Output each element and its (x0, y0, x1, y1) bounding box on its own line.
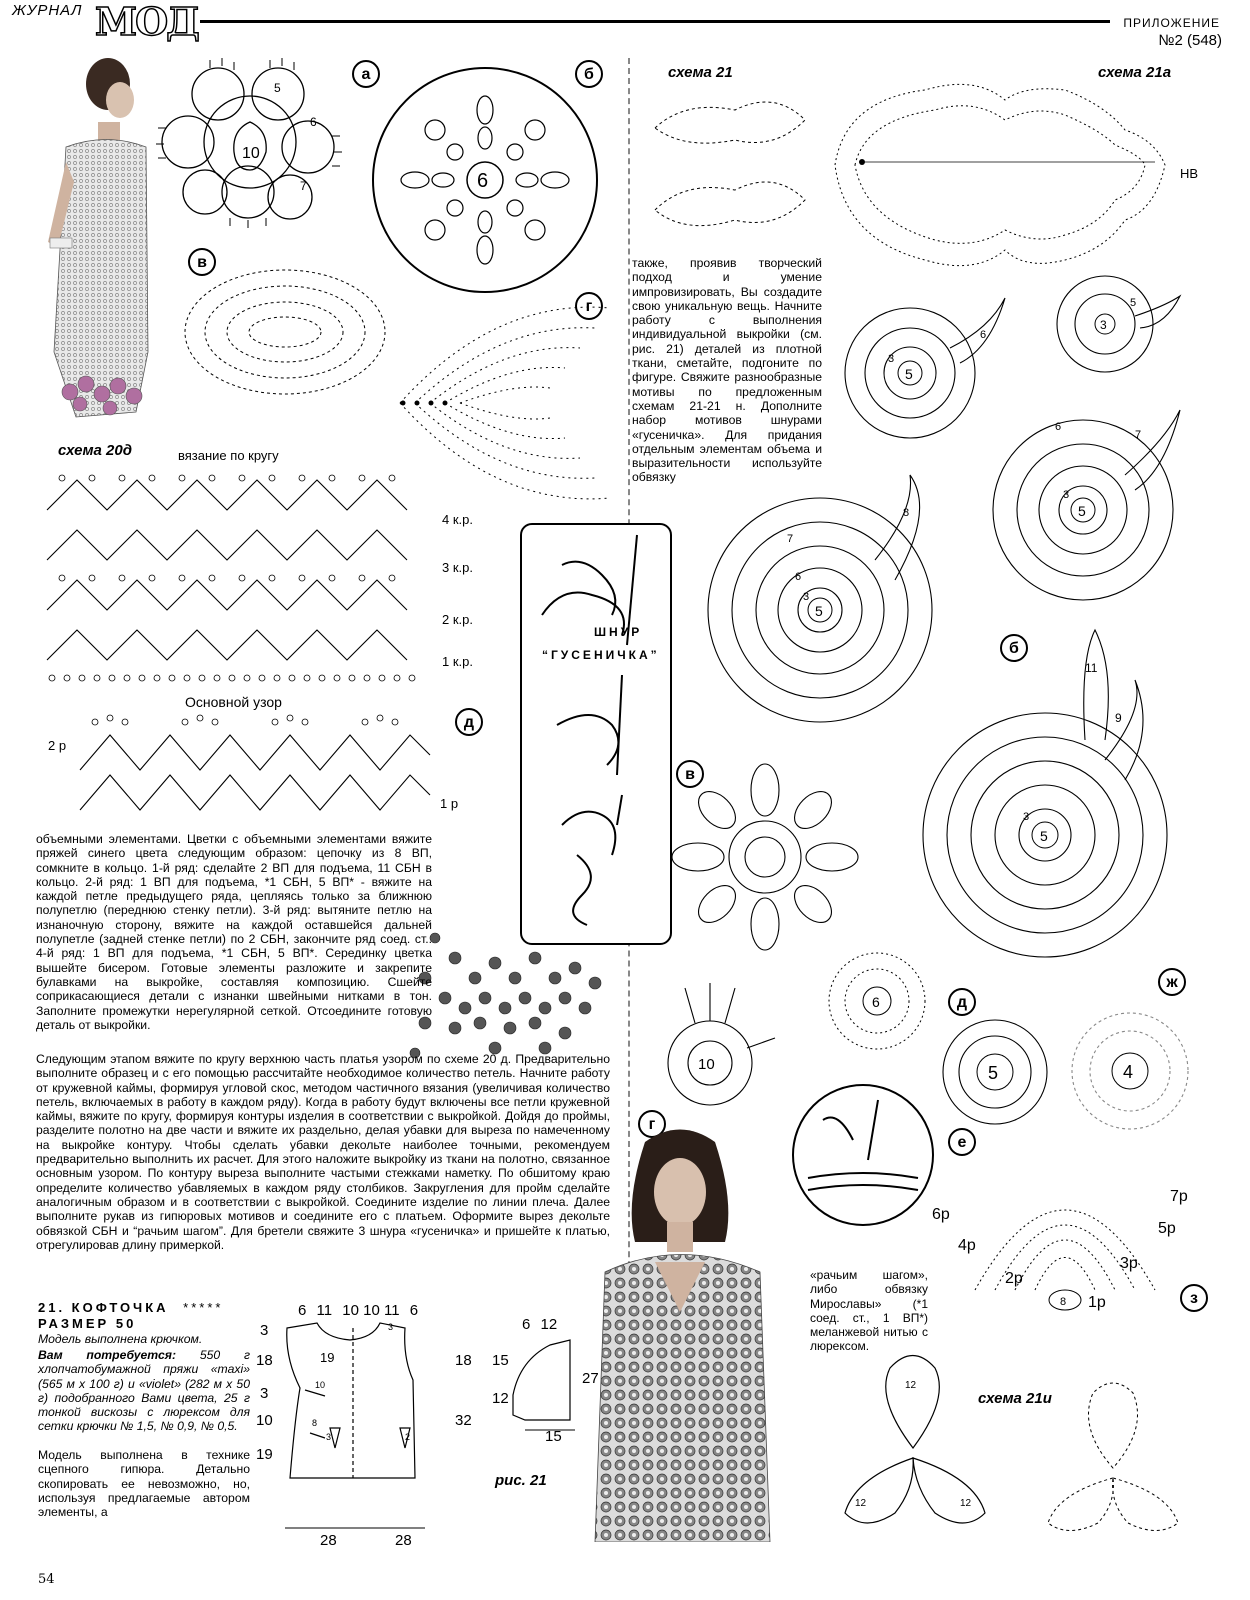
row-label-4: 4 к.р. (442, 512, 473, 527)
sleeve-dim-left-12: 12 (492, 1390, 509, 1407)
sleeve-dim-top-12: 12 (540, 1316, 558, 1333)
scheme-21a-title: схема 21а (1098, 64, 1172, 81)
main-pattern-title: Основной узор (185, 694, 282, 710)
cord-title-line1: ШНУР (594, 625, 643, 639)
motif-a-ring7: 7 (300, 179, 307, 193)
cord-illustration (522, 525, 666, 939)
model-crochet-note: Модель выполнена крючком. (38, 1332, 203, 1346)
model-description: Модель выполнена в технике сцепного гипюра. Детально скопировать ее невозможно, но, используя предлагаемые автором элементы, а (38, 1448, 250, 1520)
supplement-label: ПРИЛОЖЕНИЕ (1123, 16, 1220, 30)
fan-row-1: 1р (1088, 1294, 1106, 1311)
cord-title-line2: “ГУСЕНИЧКА” (542, 648, 660, 662)
big-flower-center-number: 5 (815, 603, 823, 619)
mid-flower-6: 6 (1055, 421, 1062, 433)
dim-left-3b: 3 (260, 1385, 269, 1402)
tiny-flower-center-number: 3 (1100, 318, 1107, 332)
main-pattern-diagram (75, 710, 440, 820)
motif-d-center-number: 5 (988, 1063, 999, 1083)
big-flower-3: 3 (803, 591, 810, 603)
dim-inner-8: 8 (312, 1418, 318, 1428)
dim-left-18: 18 (256, 1352, 273, 1369)
motif-a-center-number: 10 (242, 145, 260, 162)
fan-row-2: 2р (1005, 1270, 1023, 1287)
motif-zh-flower (1065, 1008, 1195, 1138)
in-round-label: вязание по кругу (178, 448, 279, 463)
pattern-dim-top (298, 1302, 418, 1319)
dim-top-4: 10 (363, 1302, 380, 1319)
motif-a-ring6: 6 (310, 115, 317, 129)
flower-motif-mid (985, 400, 1190, 610)
main-text-part1: объемными элементами. Цветки с объемными элементами вяжите пряжей синего цвета следующим образом: цепочку из 8 ВП, сомкните в кольцо. 1-й ряд: сделайте 2 ВП для подъема, 11 СБН в кольцо. 2-й ряд: 1 ВП для подъема, *1 СБН, 5 ВП* - вяжите на каждой петле предыдущего ряда, цепляясь только за ближнюю полупетлю (переднюю стенку петли). 3-й ряд: вытяните петлю на изнаночную сторону, вяжите на каждой оставшейся дальней полупетле (задней стенке петли) по 2 СБН, закончите ряд соед. ст.. 4-й ряд: 1 ВП для подъема, *1 СБН, 5 ВП*. Серединку цветка вышейте бисером. Готовые элементы разложите и закрепите булавками на выкройке, составляя композицию. Сшейте соприкасающиеся детали с изнанки швейными нитками в тон. Заполните промежутки нерегулярной сеткой. Отсоедините готовую деталь от выкройки. (36, 832, 432, 1032)
row-label-1: 1 к.р. (442, 654, 473, 669)
scheme-21i-title: схема 21и (978, 1390, 1052, 1407)
diagram-letter-g-top: г (575, 292, 603, 320)
scheme-20d-title: схема 20д (58, 442, 133, 459)
biggest-flower-center-number: 5 (1040, 828, 1048, 844)
trefoil-left-number: 12 (855, 1498, 867, 1509)
blouse-photo (585, 1122, 775, 1542)
fan-row-4: 4р (958, 1237, 976, 1254)
flower-motif-tiny (1035, 266, 1185, 386)
sleeve-dim-right-27: 27 (582, 1370, 599, 1387)
header-rule (200, 20, 1110, 23)
trefoil-left (815, 1338, 1015, 1538)
big-flower-8: 8 (903, 507, 910, 519)
dim-left-19: 19 (256, 1446, 273, 1463)
scheme-21-diagram (645, 80, 820, 250)
model-difficulty-stars: ***** (183, 1300, 224, 1315)
diagram-letter-b-right: б (1000, 634, 1028, 662)
dim-bottom-28b: 28 (395, 1532, 412, 1549)
model-title (38, 1300, 223, 1315)
dim-top-6: 6 (409, 1302, 419, 1319)
diagram-letter-z-right: з (1180, 1284, 1208, 1312)
issue-number: №2 (548) (1158, 32, 1222, 49)
scheme-21a-hv-label: НВ (1180, 166, 1199, 181)
crab-step-illustration (778, 1080, 948, 1230)
scheme-20d-stitch-diagram (42, 470, 437, 685)
tiny-flower-5: 5 (1130, 297, 1137, 309)
sleeve-dim-left-15: 15 (492, 1352, 509, 1369)
fan-row-6: 6р (932, 1206, 950, 1223)
small-flower-3: 3 (888, 353, 895, 365)
scheme-21a-hand-diagram (825, 70, 1180, 280)
motif-v-flower (665, 752, 870, 962)
you-need-text: 550 г хлопчатобумажной пряжи «maxi» (565 м х 100 г) и «violet» (282 м х 50 г) подобранного Вами цвета, 25 г тонкой вискозы с люрексом для сетки крючки № 1,5, № 0,9, № 0,5. (38, 1348, 250, 1434)
page-number: 54 (38, 1572, 55, 1587)
mid-flower-7: 7 (1135, 429, 1142, 441)
motif-small-6 (820, 946, 935, 1056)
biggest-flower-3: 3 (1023, 811, 1030, 823)
motif-g-center-number: 10 (698, 1056, 715, 1073)
motif-a-diagram (150, 52, 355, 232)
scheme-21-title: схема 21 (668, 64, 733, 81)
magazine-logo: МОД (95, 0, 198, 44)
motif-g-small (655, 968, 785, 1113)
diagram-letter-g-right: г (638, 1110, 666, 1138)
main-pattern-row-1: 1 р (440, 796, 459, 811)
mid-flower-center-number: 5 (1078, 503, 1086, 519)
small-6-center-number: 6 (872, 994, 880, 1010)
diagram-letter-b-top: б (575, 60, 603, 88)
mid-flower-3: 3 (1063, 489, 1070, 501)
you-need-label: Вам потребуется: (38, 1348, 176, 1362)
sleeve-dim-top (522, 1316, 557, 1333)
right-intro-text: также, проявив творческий подход и умение импровизировать, Вы создадите свою уникальную вещь. Начните работу с выполнения индивидуальной выкройки (см. рис. 21) деталей из плотной ткани, сметайте, подгоните по фигуре. Свяжите разнообразные мотивы по предложенным схемам 21-21 н. Дополните набор мотивов шнурами «гусеничка». Для придания отдельным элементам объема и выразительности используйте обвязку (632, 256, 822, 485)
fan-center-number: 8 (1060, 1296, 1067, 1308)
motif-zh-center-number: 4 (1123, 1062, 1134, 1082)
dim-inner-10: 10 (315, 1380, 326, 1390)
dim-top-3: 10 (342, 1302, 359, 1319)
diagram-letter-zh-right: ж (1158, 968, 1186, 996)
sleeve-dim-bottom-15: 15 (545, 1428, 562, 1445)
diagram-letter-d-stitch: д (455, 708, 483, 736)
diagram-letter-e-right: е (948, 1128, 976, 1156)
dim-left-3: 3 (260, 1322, 269, 1339)
diagram-letter-d-right: д (948, 988, 976, 1016)
flower-motif-biggest (905, 620, 1195, 965)
row-label-3: 3 к.р. (442, 560, 473, 575)
dim-top-2: 11 (316, 1302, 333, 1319)
bodice-pattern (255, 1298, 475, 1558)
fan-row-5: 5р (1158, 1220, 1176, 1237)
main-text-part2: Следующим этапом вяжите по кругу верхнюю часть платья узором по схеме 20 д. Предварительно выполните образец и с его помощью рассчитайте необходимое количество петель. Начните работу от кружевной каймы, формируя угловой скос, методом частичного вязания (увеличивая количество петель, включаемых в работу в каждом ряду). Когда в работу будут включены все петли кружевной каймы, вяжите по кругу, формируя контуры изделия в соответствии с выкройкой. Дойдя до проймы, разделите полотно на две части и вяжите их раздельно, делая убавки для выреза по намеченному на выкройке контуру. Чтобы сделать убавки декольте наиболее точными, рекомендуем предварительно выполнить их расчет. Для этого наложите выкройку из ткани на полотно, связанное основным узором. По контуру выреза выполните частыми стежками наметку. По обшитому краю определите количество убавляемых в каждом ряду столбиков. Закругления для пройм сделайте аналогичным образом и в соответствии с выкройкой. Соедините изделие по линии плеча. Далее выполните рукав из гипюровых мотивов и соедините его с платьем. Оформите вырез декольте обвязкой СБН и “рачьим шагом”. Для бретели свяжите 3 шнура «гусеничка» и пришейте к платью, отрегулировав длину примеркой. (36, 1052, 610, 1252)
big-flower-7: 7 (787, 533, 794, 545)
motif-d-flower (935, 1012, 1055, 1132)
model-title-text: 21. КОФТОЧКА (38, 1300, 169, 1315)
motif-a-ring5: 5 (274, 81, 281, 95)
trefoil-right-number: 12 (960, 1498, 972, 1509)
motif-v-oval-diagram (175, 252, 395, 402)
biggest-flower-11: 11 (1085, 661, 1098, 675)
blouse-figure-illustration (585, 1122, 775, 1542)
dim-inner-3a: 3 (326, 1432, 332, 1442)
dim-inner-2: 2 (405, 1432, 411, 1442)
diagram-letter-v-top: в (188, 248, 216, 276)
magazine-label: ЖУРНАЛ (12, 2, 83, 19)
fan-row-3: 3р (1120, 1255, 1138, 1272)
dim-top-1: 6 (298, 1302, 307, 1319)
dim-right-18: 18 (455, 1352, 472, 1369)
small-flower-center-number: 5 (905, 366, 913, 382)
sleeve-dim-top-6: 6 (522, 1316, 531, 1333)
dim-inner-19: 19 (320, 1350, 335, 1365)
main-pattern-row-2: 2 р (48, 738, 67, 753)
small-flower-6: 6 (980, 329, 987, 341)
crab-step-text: «рачьим шагом», либо обвязку Мирославы» (*1 соед. ст., 1 ВП*) меланжевой нитью с люрексом. (810, 1268, 928, 1354)
diagram-letter-a: а (352, 60, 380, 88)
model-size: РАЗМЕР 50 (38, 1316, 137, 1331)
diagram-letter-v-right: в (676, 760, 704, 788)
trefoil-top-number: 12 (905, 1380, 917, 1391)
row-label-2: 2 к.р. (442, 612, 473, 627)
motif-b-center-number: 6 (477, 170, 489, 192)
fan-row-7: 7р (1170, 1188, 1188, 1205)
dim-left-10: 10 (256, 1412, 273, 1429)
dim-right-32: 32 (455, 1412, 472, 1429)
dim-top-5: 11 (383, 1302, 400, 1319)
biggest-flower-9: 9 (1115, 711, 1122, 725)
dim-bottom-28a: 28 (320, 1532, 337, 1549)
figure-21-caption: рис. 21 (495, 1472, 547, 1489)
big-flower-6: 6 (795, 571, 802, 583)
dim-inner-3b: 3 (388, 1322, 394, 1332)
model-materials (38, 1348, 250, 1434)
sleeve-pattern (485, 1320, 595, 1450)
motif-b-diagram (365, 62, 605, 302)
fan-diagram (955, 1140, 1175, 1320)
trefoil-right (1028, 1368, 1198, 1543)
